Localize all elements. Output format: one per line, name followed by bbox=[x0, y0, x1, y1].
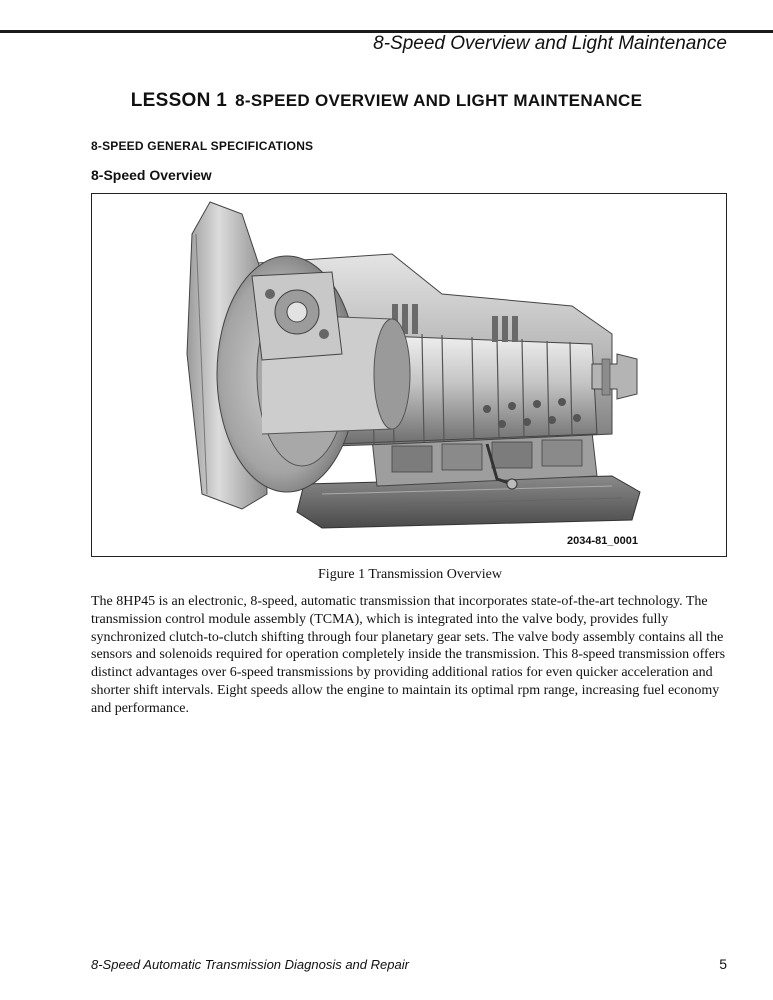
body-paragraph: The 8HP45 is an electronic, 8-speed, automatic transmission that incorporates state-of-the-art technology. The transmission control module assembly (TCMA), which is integrated into the valve body, provides fully synchronized clutch-to-clutch shifting through four planetary gear sets. The valve body assembly contains all the sensors and solenoids required for operation completely inside the transmission. This 8-speed transmission offers distinct advantages over 6-speed transmissions by providing additional ratios for even quicker acceleration and shorter shift intervals. Eight speeds allow the engine to maintain its optimal rpm range, increasing fuel economy and performance. bbox=[91, 594, 726, 716]
footer-book-title: 8-Speed Automatic Transmission Diagnosis and Repair bbox=[91, 957, 409, 972]
section-heading: 8-SPEED GENERAL SPECIFICATIONS bbox=[91, 139, 314, 153]
lesson-number: LESSON 1 bbox=[130, 90, 228, 111]
lesson-title bbox=[0, 90, 773, 112]
subsection-heading: 8-Speed Overview bbox=[91, 167, 212, 183]
figure-id-label: 2034-81_0001 bbox=[567, 535, 638, 547]
transmission-cutaway-illustration bbox=[92, 194, 727, 557]
running-header: 8-Speed Overview and Light Maintenance bbox=[373, 33, 727, 54]
figure-caption: Figure 1 Transmission Overview bbox=[318, 567, 502, 582]
figure-frame bbox=[91, 193, 727, 557]
page-number: 5 bbox=[719, 956, 727, 972]
lesson-name: 8-SPEED OVERVIEW AND LIGHT MAINTENANCE bbox=[235, 91, 643, 110]
